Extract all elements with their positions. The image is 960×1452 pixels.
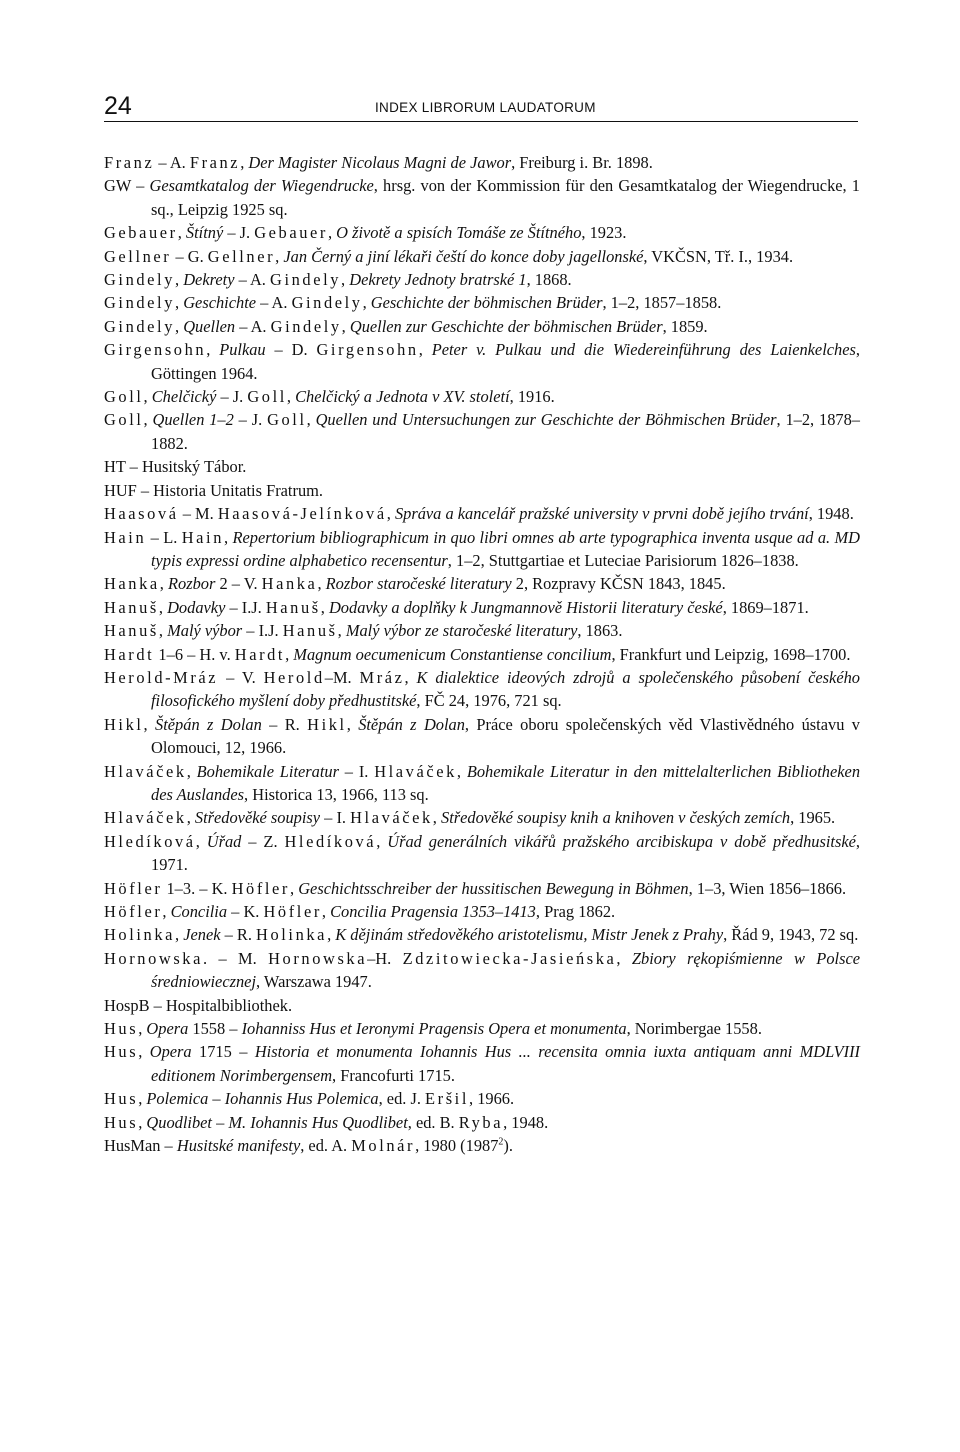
entry-title-italic: Zbiory rękopiśmienne w Polsce średniowiecznej bbox=[151, 948, 860, 992]
entry-text: , Francofurti 1715. bbox=[332, 1065, 455, 1085]
entry-author-spaced: Hlaváček bbox=[104, 808, 187, 828]
bibliography-entry bbox=[104, 947, 860, 994]
entry-title-italic: Štěpán z Dolan bbox=[358, 714, 465, 734]
entry-title-italic: Štítný bbox=[185, 223, 224, 243]
entry-title-italic: Husitské manifesty bbox=[176, 1136, 301, 1156]
entry-author-spaced: Gebauer bbox=[254, 223, 328, 243]
entry-title-italic: Geschichtsschreiber der hussitischen Bewegung in Böhmen bbox=[298, 878, 689, 898]
entry-text: , 1966. bbox=[469, 1089, 515, 1109]
entry-title-italic: Bohemikale Literatur bbox=[196, 761, 339, 781]
bibliography-entry bbox=[104, 900, 860, 923]
entry-text: , bbox=[138, 1112, 147, 1132]
entry-text: , bbox=[138, 1089, 147, 1109]
header-rule bbox=[104, 121, 858, 122]
entry-text: , bbox=[175, 293, 184, 313]
entry-text: , hrsg. von der Kommission für den Gesamtkatalog der Wiegendrucke, 1 sq., Leipzig 1925 sq. bbox=[151, 176, 860, 219]
entry-text: , bbox=[616, 948, 632, 968]
entry-text: 1558 – bbox=[188, 1019, 242, 1039]
entry-text: , bbox=[404, 667, 417, 687]
entry-text: – D. bbox=[265, 340, 317, 360]
entry-text: , bbox=[240, 153, 249, 172]
entry-text: – Z. bbox=[241, 831, 285, 851]
entry-title-italic: Dodavky bbox=[167, 597, 226, 617]
entry-title-italic: Quellen und Untersuchungen zur Geschichte der Böhmischen Brüder bbox=[315, 410, 777, 430]
entry-text: , bbox=[317, 574, 326, 594]
entry-author-spaced: Hain bbox=[104, 527, 147, 547]
bibliography-entry bbox=[104, 385, 860, 408]
entry-text: – J. bbox=[233, 410, 268, 430]
entry-author-spaced: Hus bbox=[104, 1042, 139, 1062]
bibliography-entry bbox=[104, 526, 860, 573]
entry-text: , 1–2, 1857–1858. bbox=[602, 293, 722, 313]
entry-text: , bbox=[418, 340, 432, 360]
entry-text: , bbox=[195, 831, 207, 851]
bibliography-entry bbox=[104, 596, 860, 619]
entry-text: , 1–2, 1878–1882. bbox=[151, 410, 860, 453]
bibliography-entry bbox=[104, 806, 860, 829]
entry-text: 1–3. – K. bbox=[162, 878, 232, 898]
entry-text: , bbox=[138, 1019, 147, 1039]
entry-author-spaced: Hardt bbox=[234, 644, 286, 664]
entry-author-spaced: Hus bbox=[104, 1089, 139, 1109]
entry-text: , ed. B. bbox=[407, 1112, 459, 1132]
entry-author-spaced: Gindely bbox=[291, 293, 363, 313]
entry-text: , bbox=[143, 714, 156, 734]
entry-text: , Prag 1862. bbox=[535, 902, 616, 921]
entry-text: – I.J. bbox=[242, 621, 283, 641]
entry-text: , bbox=[186, 761, 197, 781]
entry-author-spaced: Zdzitowiecka-Jasieńska bbox=[402, 948, 617, 968]
entry-text: , bbox=[320, 597, 329, 617]
bibliography-entry bbox=[104, 1087, 860, 1110]
entry-text: , bbox=[175, 270, 184, 290]
entry-title-italic: Quodlibet bbox=[146, 1112, 212, 1132]
entry-text: – J. bbox=[223, 223, 255, 243]
bibliography-entry bbox=[104, 994, 860, 1017]
entry-title-italic: O životě a spisích Tomáše ze Štítného bbox=[336, 223, 582, 243]
entry-text: , bbox=[386, 504, 395, 524]
entry-text: , 1–3, Wien 1856–1866. bbox=[688, 878, 847, 898]
entry-text: , Göttingen 1964. bbox=[151, 340, 860, 383]
entry-text: GW – bbox=[104, 176, 150, 196]
entry-title-italic: Rozbor staročeské literatury bbox=[325, 574, 512, 594]
entry-author-spaced: Gindely bbox=[104, 270, 176, 290]
entry-title-italic: Quellen zur Geschichte der böhmischen Brüder bbox=[349, 316, 663, 336]
entry-text: 1715 – bbox=[191, 1042, 255, 1062]
bibliography-list bbox=[104, 151, 860, 1157]
entry-title-italic: Quellen 1–2 bbox=[152, 410, 234, 430]
entry-text: , Norimbergae 1558. bbox=[626, 1019, 762, 1039]
entry-author-spaced: Herold bbox=[263, 667, 325, 687]
bibliography-entry bbox=[104, 1040, 860, 1087]
entry-author-spaced: Hlaváček bbox=[104, 761, 187, 781]
entry-author-spaced: Hanka bbox=[104, 574, 160, 594]
bibliography-entry bbox=[104, 174, 860, 221]
entry-text: – I. bbox=[339, 761, 375, 781]
entry-title-italic: Rozbor bbox=[167, 574, 216, 594]
entry-author-spaced: Hledíková bbox=[284, 831, 377, 851]
entry-text: 2, Rozpravy KČSN 1843, 1845. bbox=[511, 574, 726, 594]
entry-text: – J. bbox=[216, 387, 248, 407]
entry-title-italic: Opera bbox=[146, 1019, 189, 1039]
entry-text: , Frankfurt und Leipzig, 1698–1700. bbox=[611, 644, 851, 664]
entry-title-italic: Iohanniss Hus et Ieronymi Pragensis Opera et monumenta bbox=[241, 1019, 627, 1039]
bibliography-entry bbox=[104, 830, 860, 877]
entry-text: , bbox=[306, 410, 316, 430]
entry-title-italic: Repertorium bibliographicum in quo libri omnes ab arte typographica inventa usque ad a. MD typis expressi ordine alphabetico recensentur bbox=[151, 527, 860, 570]
entry-text: , Freiburg i. Br. 1898. bbox=[511, 153, 653, 172]
entry-text: , bbox=[175, 316, 184, 336]
entry-text: , ed. A. bbox=[300, 1136, 352, 1156]
entry-title-italic: Dodavky a doplňky k Jungmannově Historii literatury české bbox=[328, 597, 723, 617]
bibliography-entry bbox=[104, 291, 860, 314]
entry-author-spaced: Höfler bbox=[104, 878, 163, 898]
entry-text: , bbox=[143, 387, 152, 407]
entry-author-spaced: Haasová bbox=[104, 504, 179, 524]
entry-title-italic: Dekrety bbox=[183, 270, 235, 290]
entry-title-italic: Malý výbor bbox=[167, 621, 243, 641]
entry-title-italic: Der Magister Nicolaus Magni de Jawor bbox=[248, 153, 512, 172]
entry-text: – bbox=[211, 1112, 229, 1132]
entry-text: , bbox=[290, 878, 299, 898]
entry-text: , VKČSN, Tř. I., 1934. bbox=[643, 246, 794, 266]
entry-author-spaced: Hanuš bbox=[104, 597, 159, 617]
bibliography-entry bbox=[104, 923, 860, 946]
entry-text: – G. bbox=[171, 246, 208, 266]
entry-text: – K. bbox=[227, 902, 264, 921]
entry-title-italic: Malý výbor ze staročeské literatury bbox=[345, 621, 578, 641]
entry-text: , bbox=[138, 1042, 150, 1062]
entry-title-italic: Concilia bbox=[170, 902, 228, 921]
entry-title-italic: Historia et monumenta Iohannis Hus ... recensita omnia iuxta antiquam anni MDLVIII editionem Norimbergensem bbox=[151, 1042, 860, 1085]
bibliography-entry bbox=[104, 877, 860, 900]
entry-author-spaced: Hus bbox=[104, 1019, 139, 1039]
entry-author-spaced: Gebauer bbox=[104, 223, 178, 243]
entry-title-italic: Gesamtkatalog der Wiegendrucke bbox=[149, 176, 374, 196]
entry-author-spaced: Hikl bbox=[104, 714, 144, 734]
entry-author-spaced: Ryba bbox=[458, 1112, 504, 1132]
entry-author-spaced: Gellner bbox=[104, 246, 172, 266]
entry-title-italic: Pulkau bbox=[219, 340, 266, 360]
entry-title-italic: Magnum oecumenicum Constantiense concilium bbox=[293, 644, 612, 664]
entry-title-italic: M. Iohannis Hus Quodlibet bbox=[228, 1112, 408, 1132]
entry-author-spaced: Hus bbox=[104, 1112, 139, 1132]
entry-author-spaced: Hlaváček bbox=[350, 808, 433, 828]
entry-title-italic: Úřad generálních vikářů pražského arcibiskupa v době předhusitské bbox=[387, 831, 856, 851]
entry-author-spaced: Girgensohn bbox=[104, 340, 207, 360]
entry-text: , bbox=[224, 527, 233, 547]
entry-text: , 1869–1871. bbox=[722, 597, 809, 617]
bibliography-entry bbox=[104, 619, 860, 642]
entry-text: , bbox=[341, 270, 350, 290]
entry-author-spaced: Hlaváček bbox=[374, 761, 457, 781]
entry-text: , bbox=[186, 808, 195, 828]
bibliography-entry bbox=[104, 221, 860, 244]
entry-text: , bbox=[362, 293, 371, 313]
entry-text: , bbox=[158, 621, 168, 641]
entry-text: HospB – Hospitalbibliothek. bbox=[104, 995, 293, 1015]
entry-text: HT – Husitský Tábor. bbox=[104, 457, 247, 477]
entry-title-italic: Peter v. Pulkau und die Wiedereinführung des Laienkelches bbox=[431, 340, 856, 360]
entry-text: – A. bbox=[256, 293, 292, 313]
entry-author-spaced: Hikl bbox=[307, 714, 347, 734]
entry-author-spaced: Goll bbox=[104, 410, 144, 430]
entry-text: , Práce oboru společenských věd Vlastivědného ústavu v Olomouci, 12, 1966. bbox=[151, 714, 860, 758]
entry-text: , bbox=[341, 316, 350, 336]
entry-text: , bbox=[275, 246, 284, 266]
entry-author-spaced: Gindely bbox=[270, 270, 342, 290]
entry-text: – A. bbox=[235, 316, 271, 336]
bibliography-entry bbox=[104, 643, 860, 666]
entry-text: , 1863. bbox=[577, 621, 623, 641]
bibliography-entry bbox=[104, 408, 860, 455]
entry-author-spaced: Hanuš bbox=[282, 621, 338, 641]
entry-author-spaced: Haasová-Jelínková bbox=[217, 504, 387, 524]
bibliography-entry bbox=[104, 1017, 860, 1040]
entry-text: , bbox=[159, 574, 168, 594]
entry-author-spaced: Hardt bbox=[104, 644, 155, 664]
entry-author-spaced: Gellner bbox=[207, 246, 276, 266]
entry-text: , bbox=[286, 387, 296, 407]
entry-title-italic: Geschichte der böhmischen Brüder bbox=[370, 293, 603, 313]
entry-text: , 1–2, Stuttgartiae et Luteciae Parisiorum 1826–1838. bbox=[447, 550, 799, 570]
entry-text: ). bbox=[503, 1136, 513, 1156]
entry-text: , 1916. bbox=[509, 387, 555, 407]
bibliography-entry bbox=[104, 151, 860, 174]
bibliography-entry bbox=[104, 245, 860, 268]
entry-title-italic: Quellen bbox=[183, 316, 236, 336]
entry-title-italic: Opera bbox=[149, 1042, 192, 1062]
entry-title-italic: Středověké soupisy bbox=[194, 808, 321, 828]
entry-text: , bbox=[337, 621, 346, 641]
entry-author-spaced: Girgensohn bbox=[316, 340, 419, 360]
bibliography-entry bbox=[104, 1111, 860, 1134]
entry-text: – L. bbox=[146, 527, 182, 547]
entry-title-italic: Concilia Pragensia 1353–1413 bbox=[330, 902, 536, 921]
entry-text: . – M. bbox=[202, 948, 269, 968]
entry-text: , Warszawa 1947. bbox=[256, 972, 372, 992]
entry-text: , 1948. bbox=[503, 1112, 549, 1132]
entry-text: , 1868. bbox=[526, 270, 572, 290]
entry-text: – A. bbox=[234, 270, 271, 290]
entry-text: , ed. J. bbox=[378, 1089, 426, 1109]
entry-title-italic: Geschichte bbox=[183, 293, 257, 313]
entry-title-italic: Chelčický a Jednota v XV. století bbox=[295, 387, 510, 407]
entry-title-italic: Dekrety Jednoty bratrské 1 bbox=[349, 270, 527, 290]
entry-text: –M. bbox=[324, 667, 360, 687]
entry-text: – I.J. bbox=[225, 597, 266, 617]
entry-author-spaced: Gindely bbox=[104, 293, 176, 313]
bibliography-entry bbox=[104, 572, 860, 595]
bibliography-entry bbox=[104, 502, 860, 525]
entry-text: , 1859. bbox=[662, 316, 708, 336]
entry-text: , bbox=[432, 808, 441, 828]
entry-title-italic: K dějinám středověkého aristotelismu, Mistr Jenek z Prahy bbox=[335, 925, 724, 945]
entry-author-spaced: Goll bbox=[104, 387, 144, 407]
entry-author-spaced: Goll bbox=[247, 387, 287, 407]
entry-text: , bbox=[376, 831, 388, 851]
entry-text: , bbox=[321, 902, 331, 921]
entry-text: , Řád 9, 1943, 72 sq. bbox=[723, 925, 859, 945]
entry-author-spaced: Hledíková bbox=[104, 831, 196, 851]
entry-author-spaced: Franz bbox=[189, 153, 241, 172]
entry-text: , bbox=[456, 761, 467, 781]
entry-text: , Historica 13, 1966, 113 sq. bbox=[244, 784, 429, 804]
entry-text: 1–6 – H. v. bbox=[154, 644, 235, 664]
entry-author-spaced: Hornowska bbox=[104, 948, 203, 968]
entry-text: , 1971. bbox=[151, 831, 860, 875]
entry-text: – V. bbox=[218, 667, 264, 687]
entry-text: , 1965. bbox=[790, 808, 836, 828]
entry-text: , bbox=[177, 223, 186, 243]
entry-text: –H. bbox=[367, 948, 403, 968]
entry-text: , bbox=[143, 410, 153, 430]
entry-text: – A. bbox=[154, 153, 190, 172]
entry-text: , FČ 24, 1976, 721 sq. bbox=[416, 691, 562, 711]
entry-author-spaced: Hain bbox=[181, 527, 225, 547]
bibliography-entry bbox=[104, 1134, 860, 1157]
entry-text: , 1923. bbox=[581, 223, 627, 243]
entry-title-italic: Středověké soupisy knih a knihoven v českých zemích bbox=[441, 808, 791, 828]
entry-author-spaced: Mráz bbox=[359, 667, 405, 687]
entry-author-spaced: Hanka bbox=[261, 574, 318, 594]
entry-text: , bbox=[175, 925, 184, 945]
bibliography-entry bbox=[104, 455, 860, 478]
entry-text: – M. bbox=[178, 504, 218, 524]
entry-author-spaced: Höfler bbox=[104, 902, 163, 921]
entry-text: , bbox=[327, 223, 337, 243]
entry-text: , bbox=[206, 340, 220, 360]
entry-title-italic: Iohannis Hus Polemica bbox=[224, 1089, 379, 1109]
entry-title-italic: Úřad bbox=[206, 831, 242, 851]
bibliography-entry bbox=[104, 338, 860, 385]
entry-author-spaced: Eršil bbox=[425, 1089, 469, 1109]
entry-superscript: 2 bbox=[498, 1136, 504, 1148]
entry-text: , 1980 (1987 bbox=[415, 1136, 499, 1156]
entry-author-spaced: Franz bbox=[104, 153, 155, 172]
entry-title-italic: Jan Černý a jiní lékaři čeští do konce doby jagellonské bbox=[283, 246, 644, 266]
bibliography-entry bbox=[104, 479, 860, 502]
running-title: INDEX LIBRORUM LAUDATORUM bbox=[375, 100, 596, 115]
entry-author-spaced: Molnár bbox=[351, 1136, 416, 1156]
page-number: 24 bbox=[104, 92, 132, 120]
entry-title-italic: Chelčický bbox=[151, 387, 217, 407]
entry-author-spaced: Gindely bbox=[270, 316, 342, 336]
entry-text: 2 – V. bbox=[215, 574, 262, 594]
entry-author-spaced: Goll bbox=[267, 410, 307, 430]
bibliography-entry bbox=[104, 713, 860, 760]
entry-author-spaced: Hornowska bbox=[268, 948, 368, 968]
entry-title-italic: Bohemikale Literatur in den mittelalterlichen Bibliotheken des Auslandes bbox=[151, 761, 861, 804]
entry-title-italic: Štěpán z Dolan bbox=[155, 714, 262, 734]
entry-author-spaced: Holinka bbox=[256, 925, 328, 945]
entry-author-spaced: Hanuš bbox=[265, 597, 321, 617]
entry-text: – I. bbox=[320, 808, 351, 828]
entry-text: , bbox=[327, 925, 336, 945]
entry-text: HusMan – bbox=[104, 1136, 177, 1156]
entry-title-italic: K dialektice ideových zdrojů a společenského působení českého filosofického myšlení doby předhustitské bbox=[151, 667, 860, 711]
bibliography-entry bbox=[104, 666, 860, 713]
entry-text: , bbox=[158, 597, 168, 617]
entry-text: , bbox=[285, 644, 294, 664]
entry-title-italic: Správa a kancelář pražské university v prvni době jejího trvání bbox=[394, 504, 809, 524]
entry-author-spaced: Herold-Mráz bbox=[104, 667, 219, 687]
entry-text: – R. bbox=[261, 714, 308, 734]
entry-author-spaced: Hanuš bbox=[104, 621, 159, 641]
entry-title-italic: Polemica bbox=[146, 1089, 209, 1109]
entry-text: , bbox=[162, 902, 171, 921]
entry-title-italic: Jenek bbox=[183, 925, 221, 945]
bibliography-entry bbox=[104, 315, 860, 338]
entry-author-spaced: Höfler bbox=[231, 878, 290, 898]
bibliography-entry bbox=[104, 268, 860, 291]
entry-author-spaced: Holinka bbox=[104, 925, 176, 945]
bibliography-entry bbox=[104, 760, 860, 807]
entry-text: HUF – Historia Unitatis Fratrum. bbox=[104, 480, 323, 500]
entry-text: , bbox=[346, 714, 359, 734]
entry-text: – bbox=[208, 1089, 225, 1109]
entry-text: , 1948. bbox=[808, 504, 854, 524]
entry-author-spaced: Höfler bbox=[263, 902, 322, 921]
entry-text: – R. bbox=[220, 925, 257, 945]
entry-author-spaced: Gindely bbox=[104, 316, 176, 336]
